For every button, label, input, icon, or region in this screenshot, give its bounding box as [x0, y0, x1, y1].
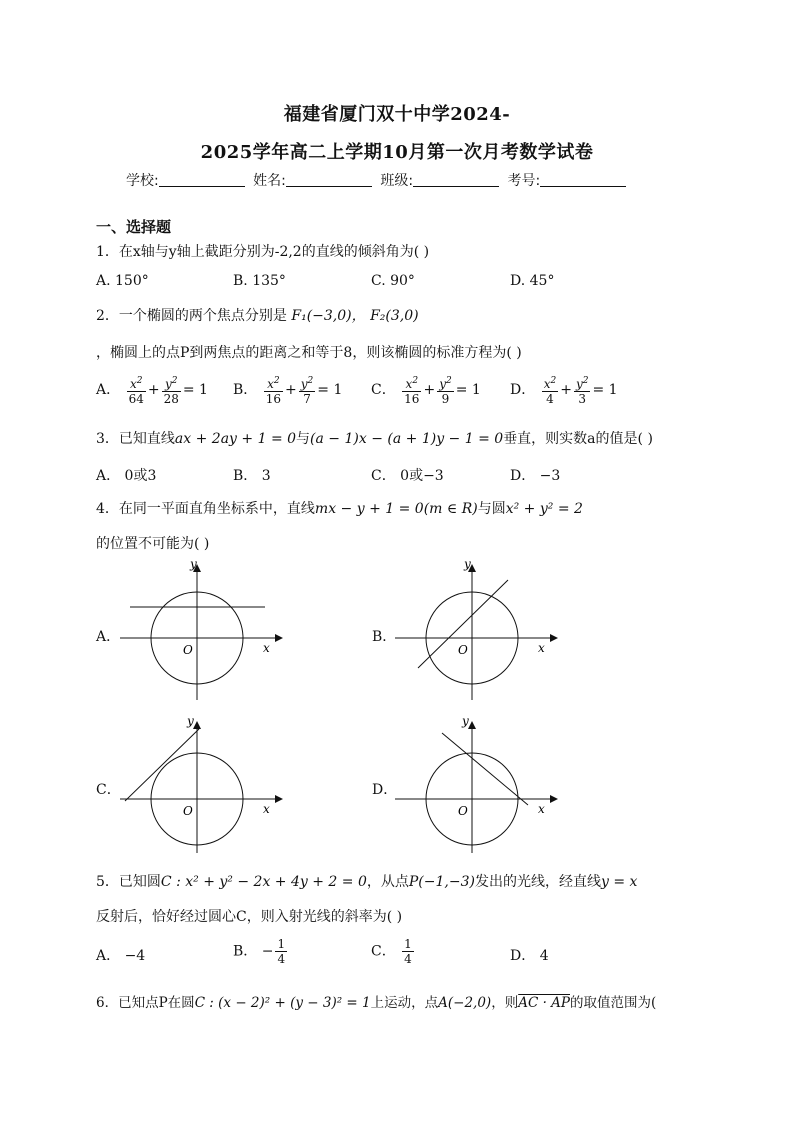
frac: $\frac{x^2}{64}$: [128, 376, 144, 406]
fig-d-label[interactable]: D．: [372, 782, 398, 798]
q1-option-a[interactable]: A. 150°: [96, 273, 149, 289]
q3-stem-b: 垂直，则实数a的值是( ): [503, 431, 653, 447]
fig-c-label[interactable]: C．: [96, 782, 121, 798]
origin-label: O: [458, 804, 468, 818]
q3-mid: 与: [296, 431, 311, 447]
q5-line: y = x: [600, 874, 638, 890]
q5-circle: C : x² + y² − 2x + 4y + 2 = 0: [160, 874, 367, 890]
origin-label: O: [183, 804, 193, 818]
q2-option-d[interactable]: D． $\frac{x^2}{4}$ + $\frac{y^2}{3}$ = 1: [510, 376, 618, 406]
q2-d-label: D．: [510, 382, 536, 398]
q3-stem-a: 3．已知直线: [96, 431, 175, 447]
q3-option-a[interactable]: A． 0或3: [96, 468, 157, 484]
student-info: [126, 170, 630, 190]
axis-x-label: x: [538, 641, 545, 655]
school-blank[interactable]: [159, 172, 245, 187]
q5-stem: [96, 871, 637, 891]
q5-d-value: 4: [539, 948, 549, 964]
axis-x-label: x: [263, 641, 270, 655]
q2-stem-text: 2．一个椭圆的两个焦点分别是: [96, 308, 287, 324]
axis-y-label: y: [462, 714, 469, 728]
q5-option-d[interactable]: [510, 945, 549, 965]
title-line-2: 2025学年高二上学期10月第一次月考数学试卷: [200, 142, 594, 163]
q5-mid2: 发出的光线，经直线: [474, 874, 601, 890]
q6-mid: 上运动，点: [370, 995, 439, 1011]
frac: $\frac{x^2}{16}$: [265, 376, 282, 406]
field-school: 学校:: [126, 173, 159, 189]
frac: $\frac{x^2}{4}$: [543, 376, 557, 406]
figure-a: [115, 560, 285, 705]
q6-vector: AC · AP: [518, 995, 570, 1011]
axis-x-label: x: [538, 802, 545, 816]
q3-stem: [96, 428, 653, 448]
q3-option-c[interactable]: C． 0或−3: [371, 468, 444, 484]
q1-option-c[interactable]: C. 90°: [371, 273, 415, 289]
q1-stem: 1．在x轴与y轴上截距分别为-2,2的直线的倾斜角为( ): [96, 244, 430, 260]
field-name: 姓名:: [253, 173, 286, 189]
frac: $\frac{y^2}{7}$: [300, 376, 314, 406]
origin-label: O: [458, 643, 468, 657]
q6-stem: [96, 991, 656, 1011]
q4-circle: x² + y² = 2: [505, 501, 583, 517]
axis-y-label: y: [190, 560, 197, 571]
q3-eq2: (a − 1)x − (a + 1)y − 1 = 0: [310, 431, 504, 447]
q4-stem: [96, 498, 583, 518]
frac: $\frac{1}{4}$: [404, 937, 412, 966]
fig-a-label[interactable]: A．: [96, 629, 121, 645]
q4-stem-b: 的位置不可能为( ): [96, 536, 210, 552]
q1-option-d[interactable]: D. 45°: [510, 273, 555, 289]
q6-stem-b: 的取值范围为(: [570, 995, 657, 1011]
q5-option-b[interactable]: [233, 937, 289, 966]
frac: $\frac{y^2}{9}$: [439, 376, 452, 406]
section-heading: 一、选择题: [96, 218, 172, 236]
axis-y-label: y: [464, 560, 471, 571]
origin-label: O: [183, 643, 193, 657]
q2-option-b[interactable]: B． $\frac{x^2}{16}$ + $\frac{y^2}{7}$ = 1: [233, 376, 343, 406]
q2-a-label: A．: [96, 382, 121, 398]
class-blank[interactable]: [413, 172, 499, 187]
q5-mid: ，从点: [366, 874, 409, 890]
q3-option-d[interactable]: D． −3: [510, 468, 561, 484]
q2-b-label: B．: [233, 382, 258, 398]
q3-option-b[interactable]: B． 3: [233, 468, 271, 484]
q6-mid2: ，则: [491, 995, 519, 1011]
field-number: 考号:: [507, 173, 541, 189]
q1-option-b[interactable]: B. 135°: [233, 273, 286, 289]
title-line-1: 福建省厦门双十中学2024-: [283, 104, 511, 125]
figure-c: [115, 713, 285, 858]
q5-d-label: D．: [510, 948, 536, 964]
q2-stem-b: ，椭圆上的点P到两焦点的距离之和等于8，则该椭圆的标准方程为( ): [96, 345, 522, 361]
q6-circle: C : (x − 2)² + (y − 3)² = 1: [194, 995, 371, 1011]
q4-mid: 与圆: [477, 501, 506, 517]
frac: $\frac{y^2}{3}$: [575, 376, 589, 406]
q2-stem-a: [96, 305, 419, 325]
q2-c-label: C．: [371, 382, 396, 398]
q5-point: P(−1,−3): [408, 874, 475, 890]
q2-option-c[interactable]: C． $\frac{x^2}{16}$ + $\frac{y^2}{9}$ = 1: [371, 376, 481, 406]
q2-foci: F₁(−3,0)， F₂(3,0): [291, 308, 419, 324]
frac: $\frac{y^2}{28}$: [163, 376, 179, 406]
q5-b-label: B．: [233, 943, 258, 960]
q5-a-label: A．: [96, 948, 121, 964]
figure-d: [390, 713, 560, 858]
q3-eq1: ax + 2ay + 1 = 0: [174, 431, 297, 447]
q5-stem-b: 反射后，恰好经过圆心C，则入射光线的斜率为( ): [96, 909, 403, 925]
frac: $\frac{x^2}{16}$: [404, 376, 420, 406]
figure-b: [390, 560, 560, 705]
q5-option-c[interactable]: [371, 937, 416, 966]
q4-eq: mx − y + 1 = 0(m ∈ R): [314, 501, 478, 517]
axis-x-label: x: [263, 802, 270, 816]
q2-option-a[interactable]: A． $\frac{x^2}{64}$ + $\frac{y^2}{28}$ = 1: [96, 376, 208, 406]
field-class: 班级:: [380, 173, 414, 189]
q5-option-a[interactable]: [96, 945, 145, 965]
q5-stem-a: 5．已知圆: [96, 874, 161, 890]
number-blank[interactable]: [540, 172, 626, 187]
q6-point: A(−2,0): [438, 995, 492, 1011]
fig-b-label[interactable]: B．: [372, 629, 397, 645]
q5-b-sign: −: [261, 943, 274, 960]
axis-y-label: y: [187, 714, 194, 728]
frac: $\frac{1}{4}$: [277, 937, 286, 966]
name-blank[interactable]: [286, 172, 372, 187]
q6-stem-a: 6．已知点P在圆: [96, 995, 195, 1011]
q5-a-value: −4: [124, 948, 146, 964]
q5-c-label: C．: [371, 943, 396, 960]
q4-stem-a: 4．在同一平面直角坐标系中，直线: [96, 501, 315, 517]
